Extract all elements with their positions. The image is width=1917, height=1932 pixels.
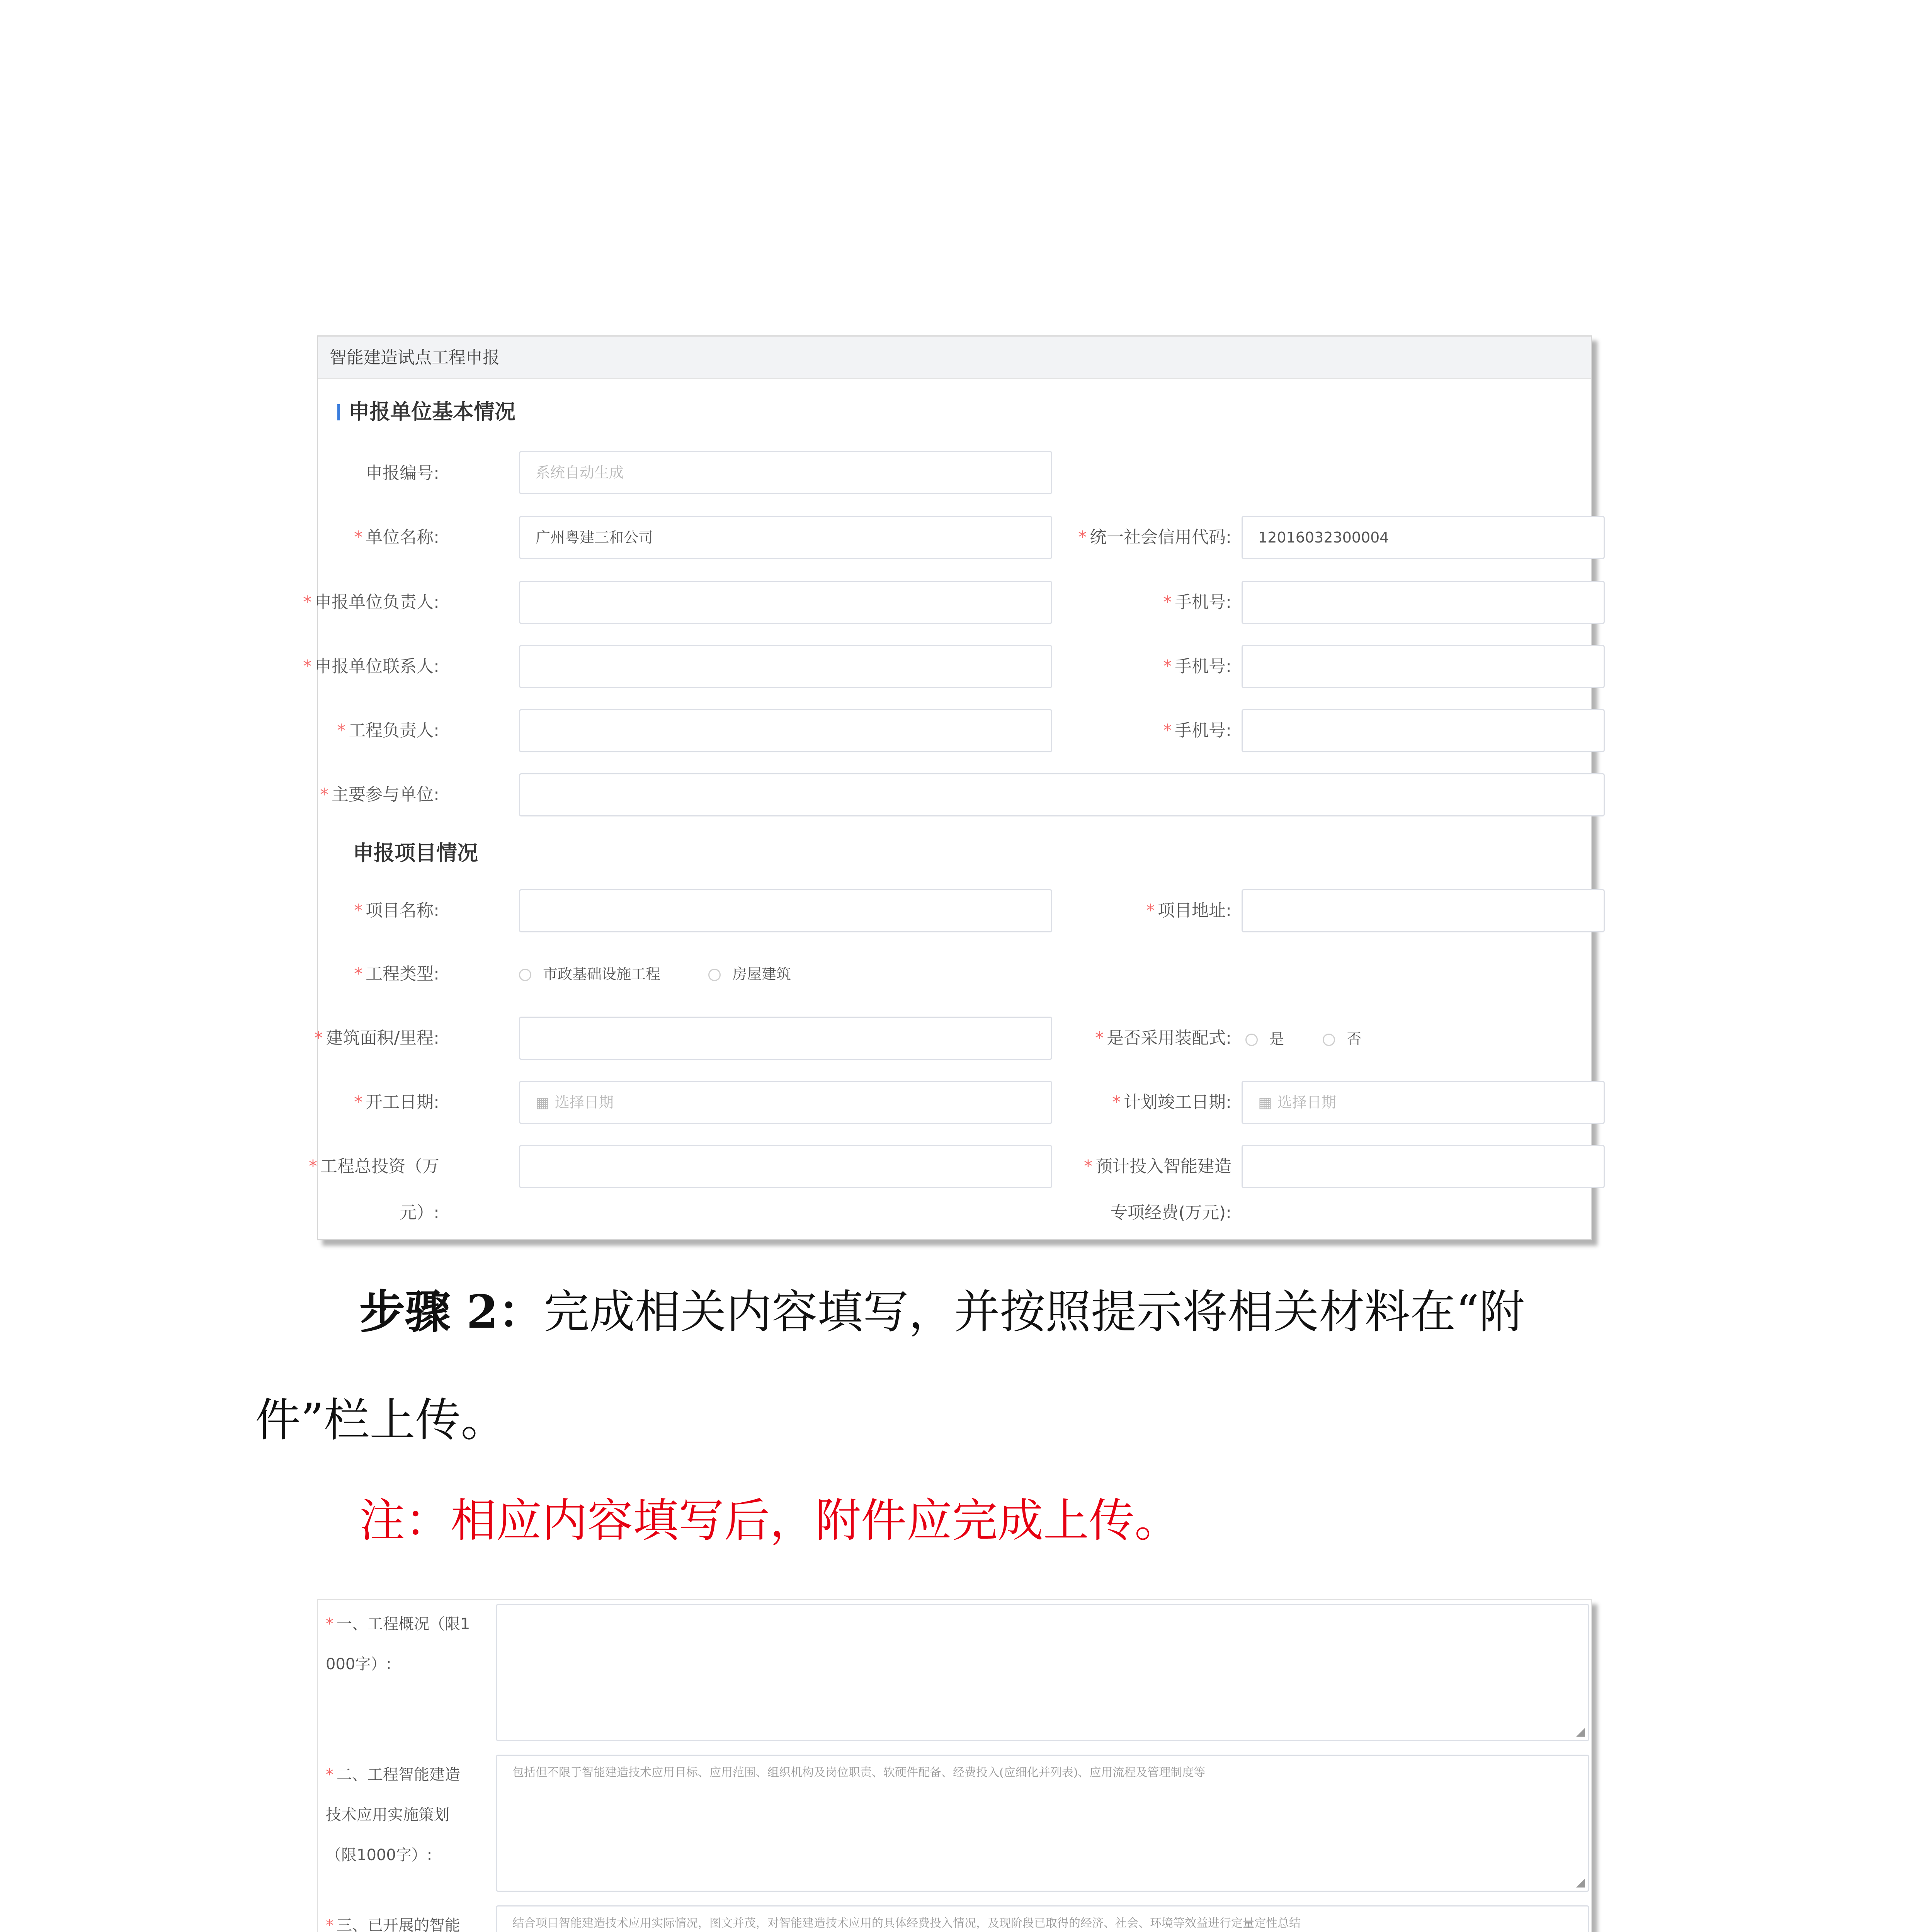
- unit-name-input[interactable]: 广州粤建三和公司: [519, 516, 1052, 559]
- step-line-1: [359, 1283, 1525, 1341]
- phone-input-3[interactable]: [1242, 709, 1605, 752]
- project-address-input[interactable]: [1242, 889, 1605, 932]
- project-head-input[interactable]: [519, 709, 1052, 752]
- unit-head-input[interactable]: [519, 581, 1052, 624]
- phone-label-3: * 手机号:: [1163, 721, 1232, 740]
- section-title-unit-info: [337, 398, 515, 425]
- credit-code-label: * 统一社会信用代码:: [1078, 527, 1232, 547]
- phone-input-1[interactable]: [1242, 581, 1605, 624]
- item-2-textarea[interactable]: 包括但不限于智能建造技术应用目标、应用范围、组织机构及岗位职责、软硬件配备、经费投入(应细化并列表)、应用流程及管理制度等 ◢: [496, 1755, 1589, 1892]
- item-2-label: * 二、工程智能建造 技术应用实施策划 （限1000字）:: [326, 1766, 460, 1864]
- phone-label-2: * 手机号:: [1163, 656, 1232, 676]
- area-label: * 建筑面积/里程:: [314, 1028, 439, 1048]
- project-head-label: * 工程负责人:: [337, 721, 439, 740]
- phone-label-1: * 手机号:: [1163, 592, 1232, 612]
- start-date-picker[interactable]: ▦ 选择日期: [519, 1081, 1052, 1124]
- participants-label: * 主要参与单位:: [320, 785, 439, 804]
- phone-input-2[interactable]: [1242, 645, 1605, 688]
- smart-funds-label: * 预计投入智能建造: [1084, 1156, 1232, 1176]
- section-title-text: 申报单位基本情况: [349, 400, 515, 424]
- step-note: 注：相应内容填写后，附件应完成上传。: [359, 1494, 1180, 1547]
- project-name-label: * 项目名称:: [354, 901, 439, 920]
- section-accent-bar: [337, 404, 340, 420]
- resize-grip-icon[interactable]: ◢: [1576, 1725, 1585, 1738]
- report-no-input[interactable]: 系统自动生成: [519, 451, 1052, 494]
- start-date-label: * 开工日期:: [354, 1092, 439, 1112]
- project-name-input[interactable]: [519, 889, 1052, 932]
- radio-circle-icon: [1245, 1034, 1258, 1046]
- step-text-1: 完成相关内容填写，并按照提示将相关材料在“附: [544, 1285, 1525, 1338]
- report-no-label: 申报编号:: [366, 463, 439, 483]
- step-label: 步骤 2：: [359, 1285, 544, 1338]
- investment-label-cont: 元）:: [400, 1203, 439, 1223]
- item-3-label: * 三、已开展的智能: [326, 1917, 460, 1932]
- smart-funds-input[interactable]: [1242, 1145, 1605, 1188]
- project-address-label: * 项目地址:: [1146, 901, 1232, 920]
- radio-circle-icon: [1323, 1034, 1335, 1046]
- unit-name-label: * 单位名称:: [354, 527, 439, 547]
- radio-circle-icon: [519, 969, 531, 981]
- item-1-label: * 一、工程概况（限1 000字）:: [326, 1615, 470, 1673]
- unit-contact-input[interactable]: [519, 645, 1052, 688]
- participants-input[interactable]: [519, 773, 1605, 816]
- finish-date-label: * 计划竣工日期:: [1112, 1092, 1232, 1112]
- finish-date-picker[interactable]: ▦ 选择日期: [1242, 1081, 1605, 1124]
- credit-code-input[interactable]: 12016032300004: [1242, 516, 1605, 559]
- radio-municipal[interactable]: 市政基础设施工程: [519, 963, 660, 985]
- area-input[interactable]: [519, 1017, 1052, 1060]
- project-type-label: * 工程类型:: [354, 964, 439, 984]
- radio-housing[interactable]: 房屋建筑: [708, 963, 791, 985]
- investment-label: * 工程总投资（万: [309, 1156, 439, 1176]
- step-line-2: 件”栏上传。: [255, 1393, 507, 1447]
- form-header-title: 智能建造试点工程申报: [318, 337, 1591, 379]
- section-title-project-info: 申报项目情况: [353, 841, 478, 865]
- calendar-icon: ▦: [1258, 1094, 1272, 1111]
- prefab-label: * 是否采用装配式:: [1095, 1028, 1232, 1048]
- item-1-textarea[interactable]: [496, 1604, 1589, 1741]
- radio-prefab-yes[interactable]: 是: [1245, 1028, 1284, 1050]
- project-description-form: [317, 1599, 1592, 1932]
- item-3-textarea[interactable]: 结合项目智能建造技术应用实际情况，图文并茂，对智能建造技术应用的具体经费投入情况，及现阶段已取得的经济、社会、环境等效益进行定量定性总结: [496, 1905, 1589, 1932]
- investment-input[interactable]: [519, 1145, 1052, 1188]
- radio-circle-icon: [708, 969, 721, 981]
- smart-funds-label-cont: 专项经费(万元):: [1110, 1203, 1232, 1223]
- resize-grip-icon[interactable]: ◢: [1576, 1876, 1585, 1889]
- project-application-form: [303, 335, 1592, 1240]
- calendar-icon: ▦: [536, 1094, 549, 1111]
- radio-prefab-no[interactable]: 否: [1323, 1028, 1361, 1050]
- unit-head-label: * 申报单位负责人:: [303, 592, 439, 612]
- unit-contact-label: * 申报单位联系人:: [303, 656, 439, 676]
